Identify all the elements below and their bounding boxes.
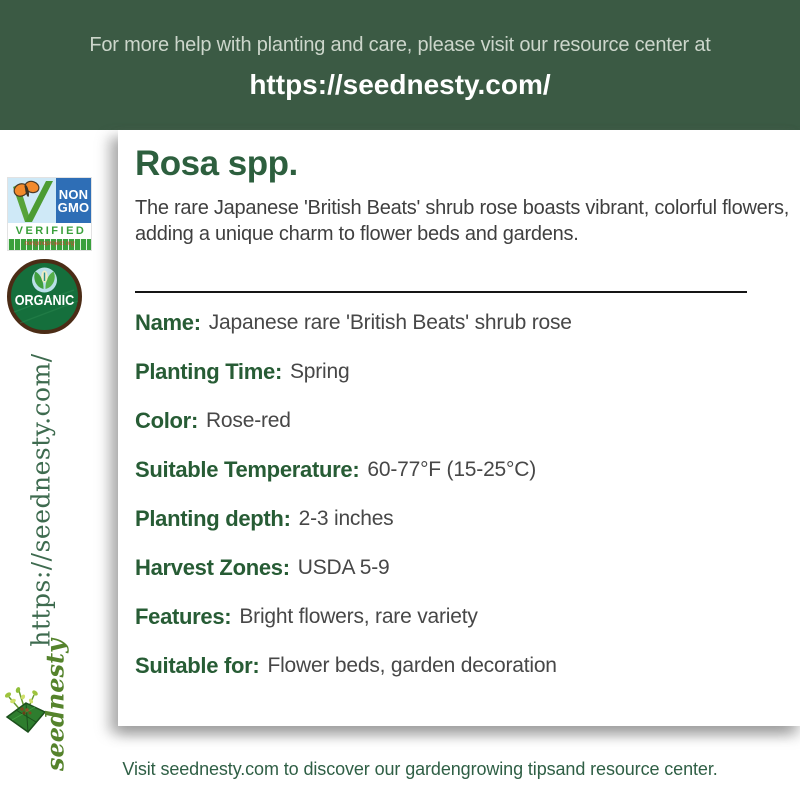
non-gmo-word2: GMO xyxy=(57,199,90,215)
banner-help-text: For more help with planting and care, please visit our resource center at xyxy=(89,34,711,56)
non-gmo-verified-badge xyxy=(7,177,92,251)
field-row-features xyxy=(135,592,800,641)
non-gmo-verified-text: VERIFIED xyxy=(15,225,87,237)
field-value: 60-77°F (15-25°C) xyxy=(367,457,536,481)
field-list xyxy=(135,298,800,690)
content-card xyxy=(118,130,800,726)
field-row-harvest-zones xyxy=(135,543,800,592)
divider-line xyxy=(135,291,747,293)
field-label: Planting Time: xyxy=(135,358,282,384)
field-label: Harvest Zones: xyxy=(135,554,290,580)
field-row-suitable-temperature xyxy=(135,445,800,494)
description-text: The rare Japanese 'British Beats' shrub rose boasts vibrant, colorful flowers, adding a unique charm to flower beds and gardens. xyxy=(135,197,790,245)
field-value: USDA 5-9 xyxy=(297,555,390,579)
field-label: Name: xyxy=(135,309,201,335)
brand-script-text: seednesty xyxy=(40,638,70,772)
page-title: Rosa spp. xyxy=(135,144,298,183)
field-row-suitable-for xyxy=(135,641,800,690)
field-value: Bright flowers, rare variety xyxy=(239,604,478,628)
non-gmo-label xyxy=(56,178,91,223)
non-gmo-butterfly-icon xyxy=(8,178,56,223)
vertical-url-text: https://seednesty.com/ xyxy=(26,353,56,647)
footer xyxy=(0,757,800,782)
field-value: 2-3 inches xyxy=(298,506,394,530)
field-label: Features: xyxy=(135,603,232,629)
field-label: Suitable Temperature: xyxy=(135,456,360,482)
field-value: Spring xyxy=(289,359,350,383)
field-row-planting-time xyxy=(135,347,800,396)
sidebar xyxy=(0,130,118,772)
non-gmo-grass-strip xyxy=(8,239,91,250)
field-value: Rose-red xyxy=(205,408,291,432)
field-label: Suitable for: xyxy=(135,652,260,678)
non-gmo-badge-top xyxy=(8,178,91,223)
non-gmo-word1: NON xyxy=(58,186,89,202)
banner-url-text: https://seednesty.com/ xyxy=(249,69,551,100)
footer-text: Visit seednesty.com to discover our gardengrowing tipsand resource center. xyxy=(122,759,718,779)
field-row-name xyxy=(135,298,800,347)
non-gmo-url-text: nongmoproject.org xyxy=(24,241,75,247)
field-row-planting-depth xyxy=(135,494,800,543)
field-label: Planting depth: xyxy=(135,505,291,531)
field-value: Flower beds, garden decoration xyxy=(267,653,557,677)
field-row-color xyxy=(135,396,800,445)
field-value: Japanese rare 'British Beats' shrub rose xyxy=(208,310,572,334)
organic-badge xyxy=(6,258,83,335)
organic-label: ORGANIC xyxy=(14,292,75,309)
field-label: Color: xyxy=(135,407,198,433)
top-banner xyxy=(0,0,800,130)
